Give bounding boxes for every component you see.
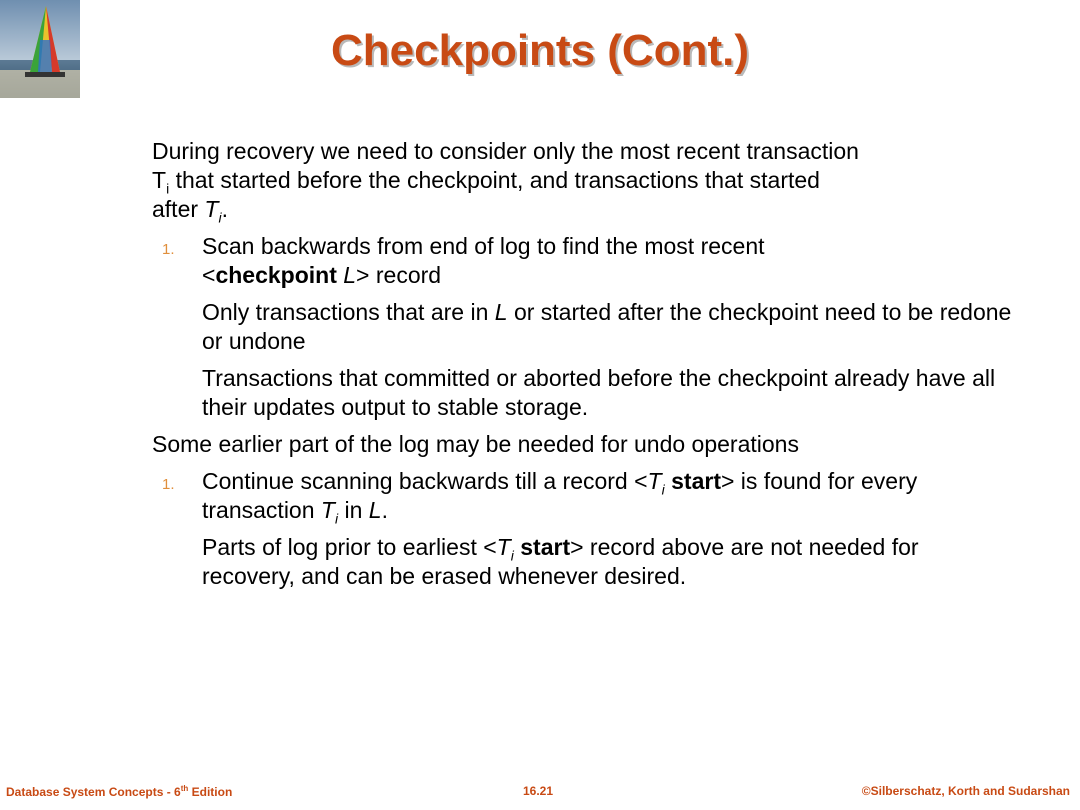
sub-paragraph: Parts of log prior to earliest $<T_i$ start> record above are not needed for recovery, and can be erased whenever desired.	[202, 534, 919, 589]
footer-book-title: Database System Concepts - 6th Edition	[6, 784, 233, 799]
list-item: 1. Continue scanning backwards till a record $<T_i$ start> is found for every transaction $T_i$ in L.	[162, 468, 918, 527]
slide-body	[152, 137, 1012, 599]
list-number: 1.	[162, 476, 175, 493]
footer-copyright: ©Silberschatz, Korth and Sudarshan	[861, 784, 1070, 798]
paragraph: Some earlier part of the log may be needed for undo operations	[152, 431, 799, 457]
footer-page-number: 16.21	[523, 784, 554, 798]
sub-paragraph: Transactions that committed or aborted before the checkpoint already have all their updates output to stable storage.	[202, 365, 996, 420]
list-number: 1.	[162, 241, 175, 258]
footer	[0, 784, 1080, 804]
paragraph: During recovery we need to consider only the most recent transaction $T_i$ that started before the checkpoint, and transactions that started after $T_i$.	[152, 138, 859, 226]
sub-paragraph: Only transactions that are in L or started after the checkpoint need to be redone or undone	[202, 299, 1012, 354]
page-title: Checkpoints (Cont.)	[331, 26, 749, 75]
list-item: 1. Scan backwards from end of log to find the most recent <checkpoint L> record	[162, 233, 765, 288]
